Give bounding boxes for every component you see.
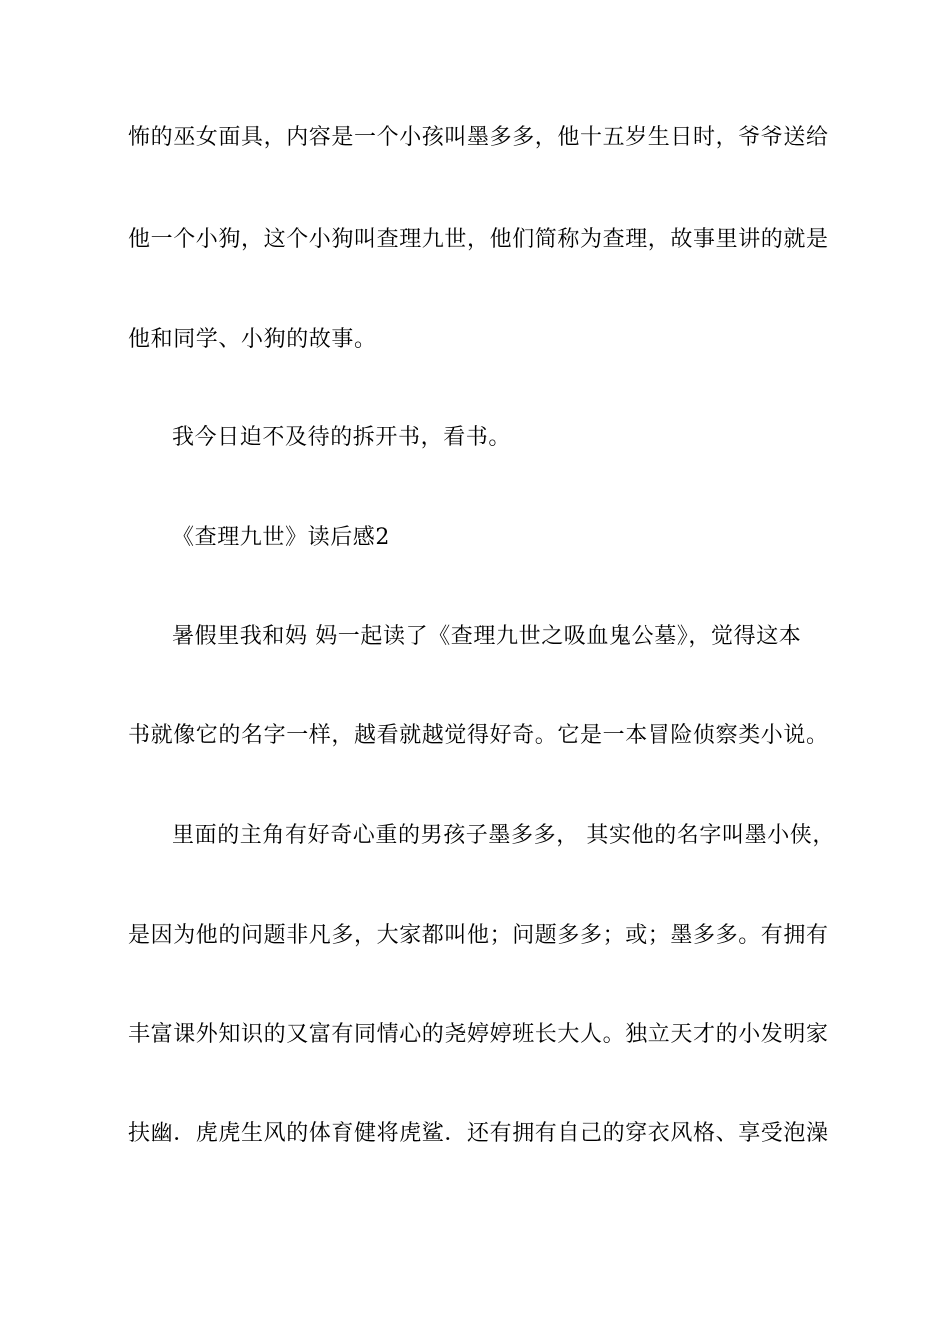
text-line: 他和同学、小狗的故事。 [128, 327, 377, 352]
text-line: 扶幽．虎虎生风的体育健将虎鲨．还有拥有自己的穿衣风格、享受泡澡 [128, 1121, 829, 1146]
text-line: 里面的主角有好奇心重的男孩子墨多多， 其实他的名字叫墨小侠， [172, 823, 835, 848]
text-line: 是因为他的问题非凡多，大家都叫他；问题多多；或；墨多多。有拥有 [128, 923, 829, 948]
text-line: 书就像它的名字一样，越看就越觉得好奇。它是一本冒险侦察类小说。 [128, 723, 829, 748]
section-heading: 《查理九世》读后感2 [172, 525, 390, 550]
text-line: 他一个小狗，这个小狗叫查理九世，他们简称为查理，故事里讲的就是 [128, 227, 829, 252]
text-line: 丰富课外知识的又富有同情心的尧婷婷班长大人。独立天才的小发明家 [128, 1022, 829, 1047]
text-line: 暑假里我和妈 妈一起读了《查理九世之吸血鬼公墓》，觉得这本 [172, 624, 802, 649]
text-line: 怖的巫女面具，内容是一个小孩叫墨多多，他十五岁生日时，爷爷送给 [128, 125, 829, 150]
text-line: 我今日迫不及待的拆开书，看书。 [172, 425, 512, 450]
